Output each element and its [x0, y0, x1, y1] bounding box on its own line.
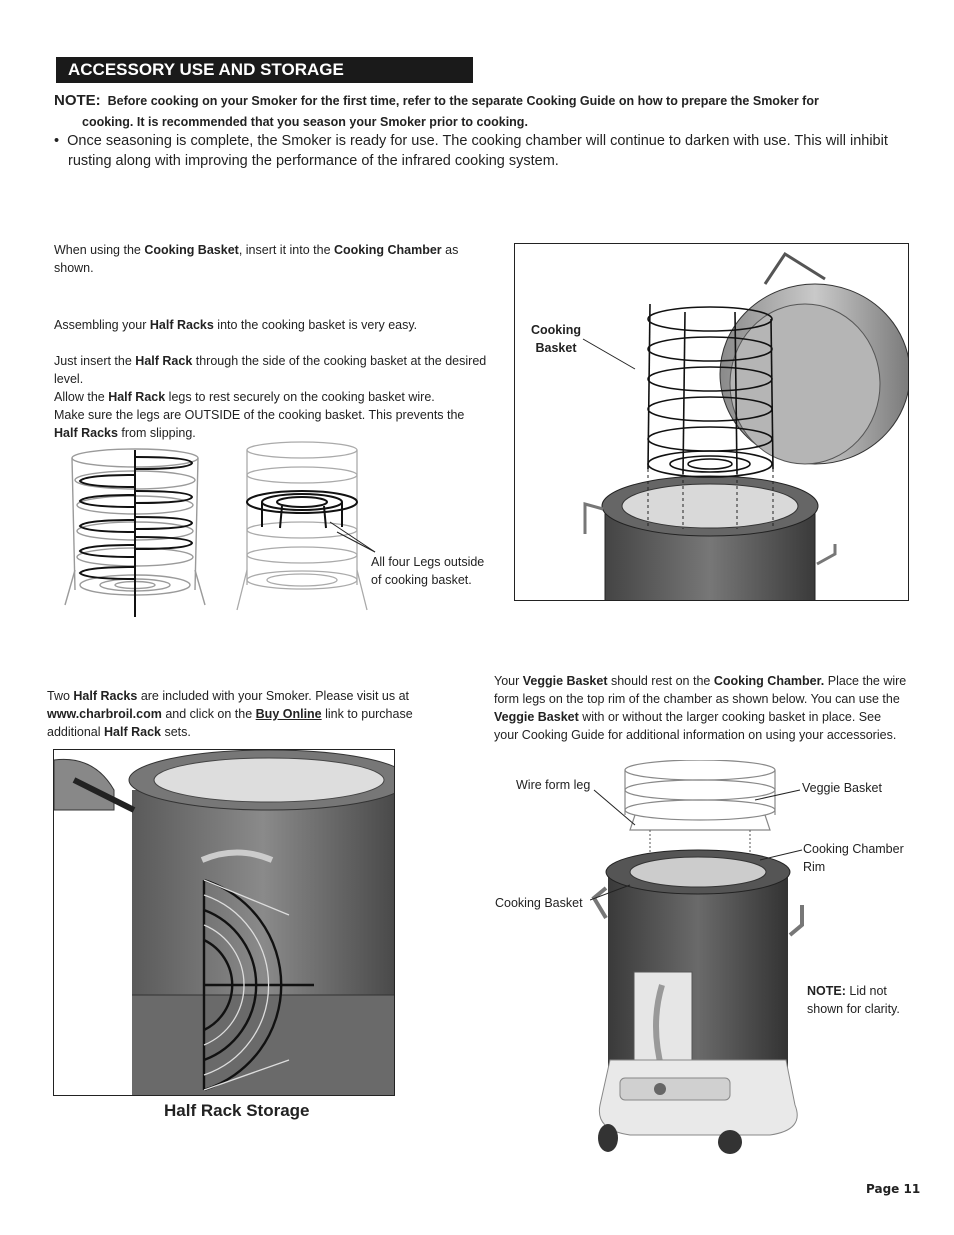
text: Assembling your	[54, 318, 150, 332]
label-line: shown for clarity.	[807, 1002, 900, 1016]
text: additional	[47, 725, 104, 739]
cooking-basket-label: Cooking Basket	[495, 896, 583, 910]
note-line-2: cooking. It is recommended that you season your Smoker prior to cooking.	[82, 115, 528, 129]
bullet-mark: •	[54, 133, 60, 149]
chamber-rim-label	[803, 840, 904, 876]
text: are included with your Smoker. Please visit us at	[137, 689, 409, 703]
text: Place the wire	[824, 674, 907, 688]
text: Allow the	[54, 390, 109, 404]
text: form legs on the top rim of the chamber as shown below. You can use the	[494, 692, 900, 706]
text: sets.	[160, 725, 191, 739]
buy-online-link[interactable]: Buy Online	[255, 707, 322, 721]
text: , insert it into the	[238, 243, 334, 257]
bullet-text	[54, 131, 914, 171]
cooking-basket-figure	[514, 243, 909, 601]
bold-text: Half Rack	[135, 354, 193, 368]
veggie-leader-lines	[590, 785, 805, 910]
half-racks-intro	[54, 316, 504, 334]
label-line: Basket	[535, 341, 577, 355]
note-bold: NOTE:	[807, 984, 846, 998]
text: legs to rest securely on the cooking basket wire.	[165, 390, 435, 404]
note-block	[54, 90, 914, 133]
label-line: Cooking	[531, 323, 581, 337]
bold-text: Cooking Chamber.	[713, 674, 825, 688]
bold-text: Cooking Basket	[144, 243, 239, 257]
bold-text: Half Rack	[108, 390, 166, 404]
label-line: Rim	[803, 860, 826, 874]
bold-text: Half Racks	[149, 318, 214, 332]
bold-text: Cooking Chamber	[334, 243, 442, 257]
page-number: Page 11	[866, 1182, 921, 1196]
bold-text: Half Rack	[104, 725, 161, 739]
section-header: ACCESSORY USE AND STORAGE	[56, 57, 473, 83]
text: into the cooking basket is very easy.	[213, 318, 418, 332]
bold-text: Half Racks	[73, 689, 138, 703]
half-rack-storage-caption: Half Rack Storage	[164, 1101, 310, 1120]
text: through the side of the cooking basket at the desired	[192, 354, 487, 368]
bullet-line-1: Once seasoning is complete, the Smoker is ready for use. The cooking chamber will continue to darken with use. This will inhibit	[67, 133, 888, 149]
text: and click on the	[161, 707, 256, 721]
text: should rest on the	[607, 674, 714, 688]
veggie-basket-paragraph	[494, 672, 924, 744]
smoker-open-lid-illustration	[515, 244, 908, 600]
wire-form-leg-label: Wire form leg	[516, 778, 591, 792]
text: level.	[54, 372, 84, 386]
leader-lines	[325, 512, 380, 557]
half-racks-included-paragraph	[47, 687, 477, 741]
bold-text: Half Racks	[54, 426, 118, 440]
text: Make sure the legs are OUTSIDE of the cooking basket. This prevents the	[54, 408, 465, 422]
bold-text: Veggie Basket	[522, 674, 608, 688]
text: your Cooking Guide for additional information on using your accessories.	[494, 728, 897, 742]
text: from slipping.	[117, 426, 196, 440]
smoker-side-illustration	[54, 750, 394, 1095]
text: Your	[494, 674, 523, 688]
half-rack-storage-figure	[53, 749, 395, 1096]
label-line: All four Legs outside	[371, 555, 485, 569]
text: shown.	[54, 261, 94, 275]
veggie-basket-label: Veggie Basket	[802, 781, 882, 795]
label-line: of cooking basket.	[371, 573, 472, 587]
text: as	[441, 243, 459, 257]
note-label: NOTE:	[54, 92, 101, 109]
cooking-basket-paragraph	[54, 241, 504, 277]
text: with or without the larger cooking basket in place. See	[578, 710, 882, 724]
legs-outside-label	[371, 553, 511, 589]
lid-note	[807, 982, 927, 1018]
bullet-line-2: rusting along with improving the performance of the infrared cooking system.	[68, 153, 559, 169]
text: When using the	[54, 243, 145, 257]
text: Two	[47, 689, 74, 703]
website-url[interactable]: www.charbroil.com	[47, 707, 162, 721]
text: Lid not	[845, 984, 887, 998]
half-rack-instructions	[54, 352, 504, 442]
text: Just insert the	[54, 354, 136, 368]
label-line: Cooking Chamber	[803, 842, 904, 856]
text: link to purchase	[321, 707, 413, 721]
cooking-basket-callout	[526, 321, 586, 357]
note-line-1: Before cooking on your Smoker for the first time, refer to the separate Cooking Guide on how to prepare the Smoker for	[107, 94, 819, 108]
half-rack-basket-illustration	[60, 445, 210, 620]
bold-text: Veggie Basket	[494, 710, 579, 724]
